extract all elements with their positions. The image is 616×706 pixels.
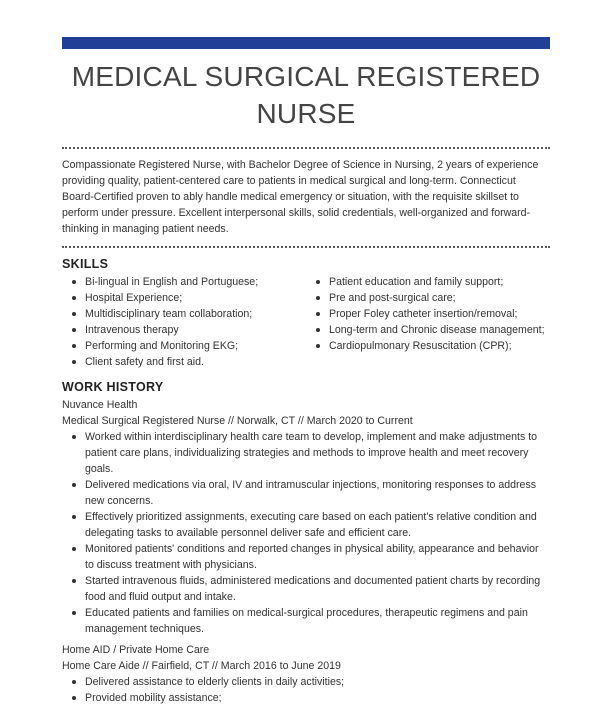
skills-grid [62,274,550,370]
job-duty-item: Monitored patients' conditions and reported changes in physical ability, appearance and behavior to discuss treatment with physicians. [62,541,550,573]
skill-item: Cardiopulmonary Resuscitation (CPR); [306,338,550,354]
skill-item: Bi-lingual in English and Portuguese; [62,274,306,290]
skills-column-left [62,274,306,370]
job-duty-item: Worked within interdisciplinary health care team to develop, implement and make adjustments to patient care plans, individualizing strategies and methods to improve health and meet recovery goals. [62,429,550,477]
skills-column-right [306,274,550,370]
skill-item: Hospital Experience; [62,290,306,306]
job-entry [62,397,550,637]
dotted-divider [62,246,550,248]
job-duty-item: Started intravenous fluids, administered medications and documented patient charts by recording food and fluid output and intake. [62,573,550,605]
job-duty-item: Provided mobility assistance; [62,690,550,706]
header-accent-bar [62,37,550,49]
skill-item: Client safety and first aid. [62,354,306,370]
work-history-section [62,380,550,706]
job-duty-item: Effectively prioritized assignments, executing care based on each patient's relative condition and delegating tasks to available personnel deliver safe and efficient care. [62,509,550,541]
job-duty-item: Educated patients and families on medical-surgical procedures, therapeutic regimens and pain management techniques. [62,605,550,637]
skill-item: Proper Foley catheter insertion/removal; [306,306,550,322]
dotted-divider [62,147,550,149]
job-role-line: Home Care Aide // Fairfield, CT // March 2016 to June 2019 [62,660,341,672]
professional-summary: Compassionate Registered Nurse, with Bachelor Degree of Science in Nursing, 2 years of experience providing quality, patient-centered care to patients in medical surgical and long-term. Connecticut Board-Certified proven to ably handle medical emergency or situation, with the requisite skillset to perform under pressure. Excellent interpersonal skills, solid credentials, well-organized and forward-thinking in managing patient needs. [62,159,539,235]
skill-item: Performing and Monitoring EKG; [62,338,306,354]
job-role-line: Medical Surgical Registered Nurse // Norwalk, CT // March 2020 to Current [62,415,413,427]
employer-name: Home AID / Private Home Care [62,644,210,656]
resume-page [62,37,550,706]
skill-item: Patient education and family support; [306,274,550,290]
job-duties-list [62,429,550,637]
skills-section [62,257,550,370]
resume-title: MEDICAL SURGICAL REGISTERED NURSE [71,61,541,129]
job-entry [62,642,550,706]
job-duty-item: Delivered assistance to elderly clients in daily activities; [62,674,550,690]
job-duty-item: Delivered medications via oral, IV and intramuscular injections, monitoring responses to address new concerns. [62,477,550,509]
skill-item: Long-term and Chronic disease management; [306,322,550,338]
skill-item: Intravenous therapy [62,322,306,338]
skill-item: Multidisciplinary team collaboration; [62,306,306,322]
job-duties-list [62,674,550,706]
work-history-heading: WORK HISTORY [62,380,164,394]
employer-name: Nuvance Health [62,399,138,411]
skill-item: Pre and post-surgical care; [306,290,550,306]
skills-heading: SKILLS [62,257,109,271]
